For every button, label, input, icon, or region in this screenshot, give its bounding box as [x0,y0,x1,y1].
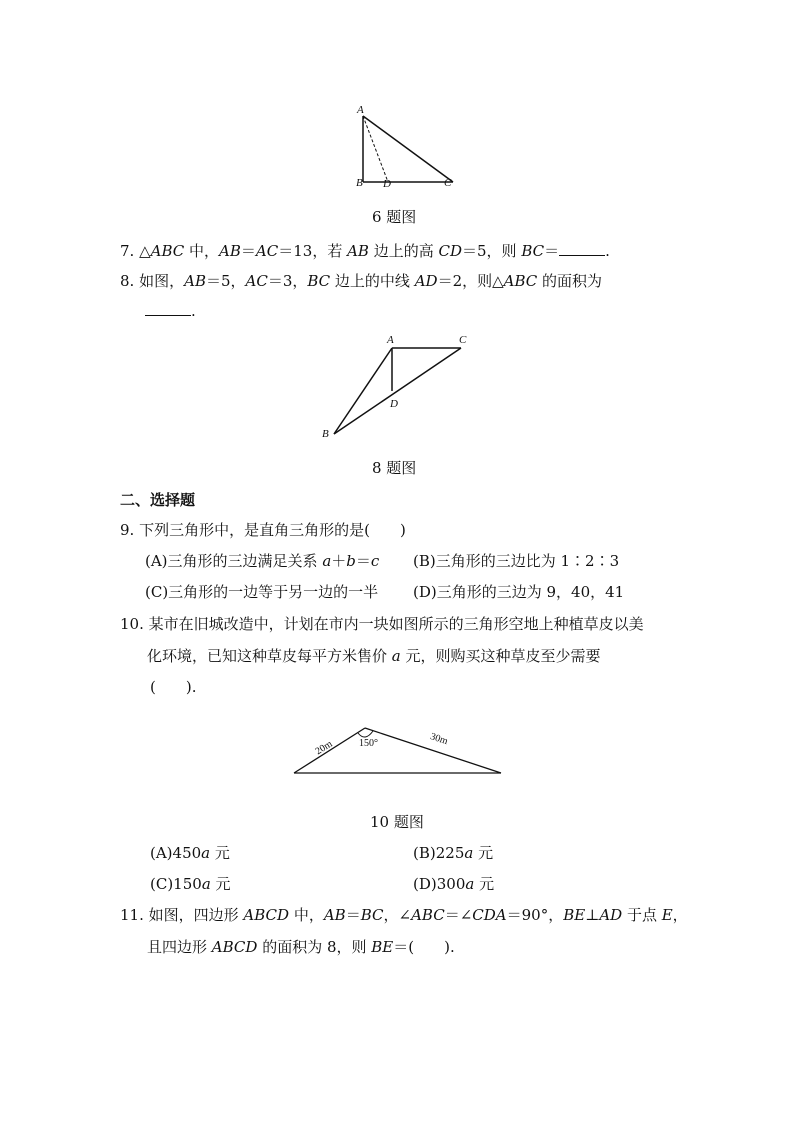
label-c: C [444,177,452,189]
angle-arc [358,731,373,737]
question-8: 8. 如图，AB＝5，AC＝3，BC 边上的中线 AD＝2，则△ABC 的面积为 [120,272,603,290]
label-a: A [357,104,364,116]
fig8-caption: 8 题图 [372,459,417,477]
label-30m: 30m [428,731,450,748]
segment-ac [363,116,453,182]
segment-bc [334,348,461,434]
q9-option-d[interactable]: (D)三角形的三边为 9，40，41 [413,583,625,601]
q10-option-a[interactable]: (A)450a 元 [150,844,230,862]
q9-number: 9. [120,521,135,539]
q10-line-2: 化环境，已知这种草皮每平方米售价 a 元，则购买这种草皮至少需要 [147,647,601,665]
question-10: 10. 某市在旧城改造中，计划在市内一块如图所示的三角形空地上种植草皮以美 [120,615,644,633]
q10-option-c[interactable]: (C)150a 元 [150,875,231,893]
q10-number: 10. [120,615,144,633]
fig6-caption: 6 题图 [372,208,417,226]
fig10-caption: 10 题图 [370,813,424,831]
label-d: D [383,178,391,190]
label-angle: 150° [359,738,378,749]
q8-answer-blank[interactable] [145,315,191,316]
section-title: 二、选择题 [120,491,196,509]
label-a: A [387,334,394,346]
q11-line-2: 且四边形 ABCD 的面积为 8，则 BE＝( ). [147,938,455,956]
label-b: B [356,177,363,189]
q8-answer-line: . [145,302,196,320]
figure-6 [350,100,460,195]
q8-number: 8. [120,272,135,290]
label-20m: 20m [313,738,335,758]
q10-option-b[interactable]: (B)225a 元 [413,844,494,862]
segment-ab [334,348,392,434]
q11-number: 11. [120,906,144,924]
q7-answer-blank[interactable] [559,255,605,256]
label-c: C [459,334,467,346]
figure-8 [318,330,478,445]
q9-option-a[interactable]: (A)三角形的三边满足关系 a＋b＝c [145,552,380,570]
label-d: D [390,398,398,410]
label-b: B [322,428,329,440]
question-9: 9. 下列三角形中，是直角三角形的是( ) [120,521,406,539]
q9-option-c[interactable]: (C)三角形的一边等于另一边的一半 [145,583,379,601]
q10-option-d[interactable]: (D)300a 元 [413,875,495,893]
question-7: 7. △ABC 中，AB＝AC＝13，若 AB 边上的高 CD＝5，则 BC＝ . [120,242,610,260]
q10-answer-bracket[interactable]: ( ). [150,678,197,696]
figure-10 [285,718,510,780]
question-11: 11. 如图，四边形 ABCD 中，AB＝BC，∠ABC＝∠CDA＝90°，BE⊥AD 于点 E， [120,906,688,924]
q7-number: 7. [120,242,135,260]
q9-option-b[interactable]: (B)三角形的三边比为 1∶2∶3 [413,552,620,570]
